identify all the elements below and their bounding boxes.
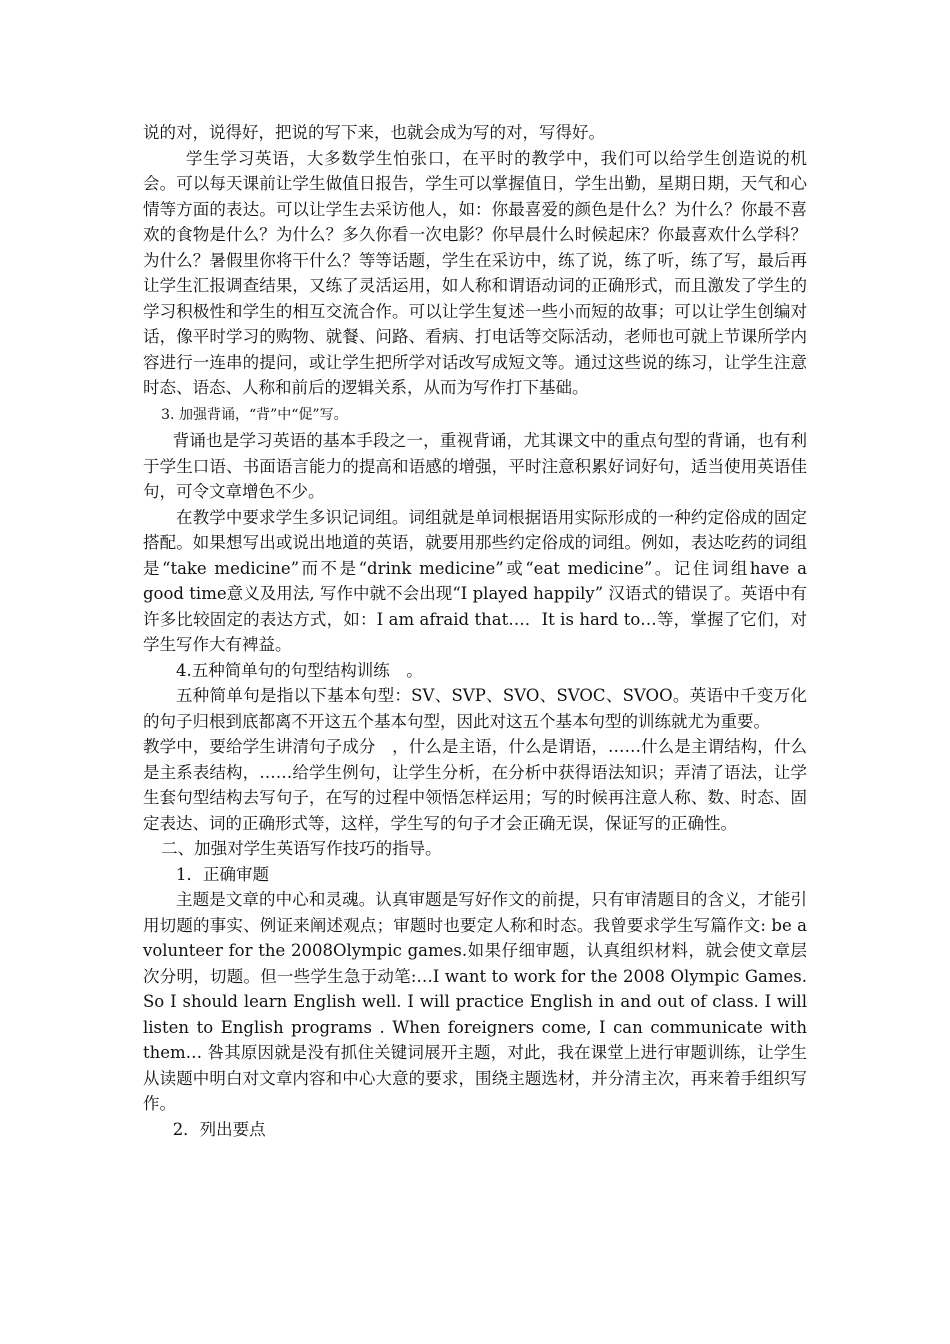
paragraph-sentence-elements: 教学中，要给学生讲清句子成分 ，什么是主语，什么是谓语，……什么是主谓结构，什么是主系表结构，……给学生例句，让学生分析，在分析中获得语法知识；弄清了语法，让学生套句型结构去写句子，在写的过程中领悟怎样运用；写的时候再注意人称、数、时态、固定表达、词的正确形式等，这样，学生写的句子才会正确无误，保证写的正确性。 — [143, 737, 807, 833]
heading-topic-review: 1．正确审题 — [176, 864, 269, 884]
paragraph-topic-review: 主题是文章的中心和灵魂。认真审题是写好作文的前提，只有审清题目的含义，才能引用切题的事实、例证来阐述观点；审题时也要定人称和时态。我曾要求学生写篇作文: be a volunteer for the 2008Olympic games.如果仔细审题，认真组织材料，就会使文章层次分明，切题。但一些学生急于动笔:…I want to work for the 2008 Olympic Games. So I should learn English well. I will practice English in and out of class. I will listen to English programs . When foreigners come, I can communicate with them… 咎其原因就是没有抓住关键词展开主题，对此，我在课堂上进行审题训练，让学生从读题中明白对文章内容和中心大意的要求，围绕主题选材，并分清主次，再来着手组织写作。 — [143, 890, 807, 1113]
paragraph-continuation: 说的对，说得好，把说的写下来，也就会成为写的对，写得好。 — [143, 123, 605, 142]
heading-writing-skills: 二、加强对学生英语写作技巧的指导。 — [161, 839, 442, 858]
heading-recitation-text: 3. 加强背诵，“背”中“促”写。 — [161, 406, 348, 423]
heading-list-points: 2．列出要点 — [172, 1119, 266, 1139]
paragraph-speaking-practice: 学生学习英语，大多数学生怕张口，在平时的教学中，我们可以给学生创造说的机会。可以每天课前让学生做值日报告，学生可以掌握值日，学生出勤，星期日期，天气和心情等方面的表达。可以让学生去采访他人，如：你最喜爱的颜色是什么？为什么？你最不喜欢的食物是什么？为什么？多久你看一次电影？你早晨什么时候起床？你最喜欢什么学科？为什么？暑假里你将干什么？等等话题，学生在采访中，练了说，练了听，练了写，最后再让学生汇报调查结果，又练了灵活运用，如人称和谓语动词的正确形式，而且激发了学生的学习积极性和学生的相互交流合作。可以让学生复述一些小而短的故事；可以让学生创编对话，像平时学习的购物、就餐、问路、看病、打电话等交际活动，老师也可就上节课所学内容进行一连串的提问，或让学生把所学对话改写成短文等。通过这些说的练习，让学生注意时态、语态、人称和前后的逻辑关系，从而为写作打下基础。 — [143, 148, 807, 397]
heading-recitation — [143, 401, 807, 429]
paragraph-phrases: 在教学中要求学生多识记词组。词组就是单词根据语用实际形成的一种约定俗成的固定搭配。如果想写出或说出地道的英语，就要用那些约定俗成的词组。例如，表达吃药的词组是“take medicine”而不是“drink medicine”或“eat medicine”。记住词组have a good time意义及用法, 写作中就不会出现“I played happily” 汉语式的错误了。英语中有许多比较固定的表达方式，如：I am afraid that…．It is hard to…等，掌握了它们，对学生写作大有裨益。 — [143, 507, 807, 654]
paragraph-five-patterns: 五种简单句是指以下基本句型：SV、SVP、SVO、SVOC、SVOO。英语中千变万化的句子归根到底都离不开这五个基本句型，因此对这五个基本句型的训练就尤为重要。 — [143, 686, 807, 731]
document-page — [143, 120, 807, 1142]
heading-sentence-patterns: 4.五种简单句的句型结构训练 。 — [176, 660, 423, 680]
paragraph-recitation: 背诵也是学习英语的基本手段之一，重视背诵，尤其课文中的重点句型的背诵，也有利于学生口语、书面语言能力的提高和语感的增强，平时注意积累好词好句，适当使用英语佳句，可令文章增色不少。 — [143, 431, 807, 501]
